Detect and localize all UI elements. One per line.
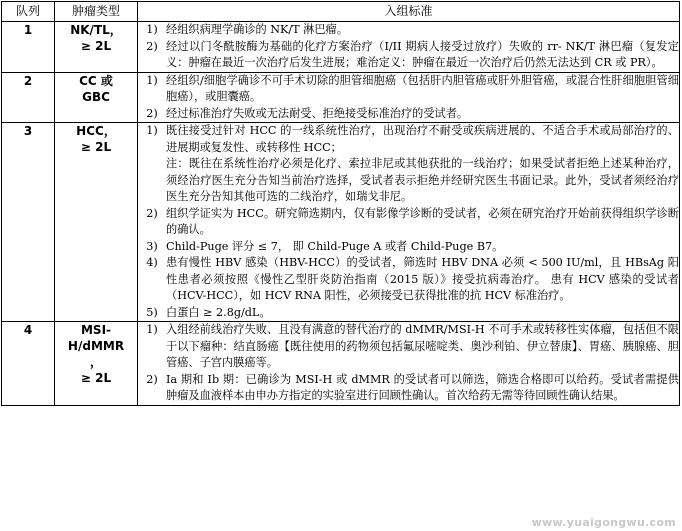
criterion-number: 2)	[146, 106, 158, 120]
criteria-cell	[138, 22, 680, 73]
criterion-text: 经过以门冬酰胺酶为基础的化疗方案治疗（I/II 期病人接受过放疗）失败的 rr- NK/T 淋巴瘤（复发定义：肿瘤在最近一次治疗后发生进展；难治定义：肿瘤在最近一次治疗后仍然无法达到 CR 或 PR）。	[166, 39, 679, 69]
criterion-item	[138, 305, 679, 322]
criterion-text: 既往接受过针对 HCC 的一线系统性治疗，出现治疗不耐受或疾病进展的、不适合手术或局部治疗的、进展期或复发性、或转移性 HCC；	[166, 124, 679, 154]
criterion-text: 经组织/细胞学确诊不可手术切除的胆管细胞癌（包括肝内胆管癌或肝外胆管癌，或混合性肝细胞胆管细胞癌），或胆囊癌。	[166, 73, 679, 103]
criterion-item	[138, 206, 679, 239]
tumor-line: ≥ 2L	[80, 371, 112, 385]
criteria-cell	[138, 322, 680, 406]
tumor-line: H/dMMR	[67, 339, 125, 353]
criterion-number: 1)	[146, 73, 158, 87]
tumor-type	[55, 123, 138, 322]
cohort-number: 4	[2, 322, 55, 406]
header-row	[2, 2, 680, 22]
criterion-number: 4)	[146, 256, 158, 269]
criterion-item	[138, 372, 679, 405]
tumor-line: NK/TL，	[70, 23, 122, 37]
criterion-number: 2)	[146, 206, 158, 220]
criterion-number: 1)	[146, 323, 158, 336]
criterion-text: Ia 期和 Ib 期：已确诊为 MSI-H 或 dMMR 的受试者可以筛选，筛选合格即可以给药。受试者需提供肿瘤及血液样本由申办方指定的实验室进行回顾性确认。首次给药无需等待回顾性确认结果。	[166, 372, 679, 402]
criterion-text: 患有慢性 HBV 感染（HBV-HCC）的受试者，筛选时 HBV DNA 必须 < 500 IU/ml，且 HBsAg 阳性患者必须按照《慢性乙型肝炎防治指南（2015 版）》接受抗病毒治疗。 患有 HCV 感染的受试者（HCV-HCC），如 HCV RNA 阳性，必须接受已获得批准的抗 HCV 标准治疗。	[166, 256, 679, 302]
criteria-cell	[138, 123, 680, 322]
criterion-number: 5)	[146, 305, 158, 319]
tumor-line: CC 或	[79, 73, 113, 88]
tumor-type	[55, 322, 138, 406]
tumor-line: HCC，	[76, 124, 116, 138]
criterion-item	[138, 322, 679, 372]
criteria-cell	[138, 72, 680, 123]
site-watermark: www.yuaigongwu.com	[531, 516, 676, 529]
table-row	[2, 72, 680, 123]
criterion-text: 入组经前线治疗失败、且没有满意的替代治疗的 dMMR/MSI-H 不可手术或转移性实体瘤，包括但不限于以下瘤种：结直肠癌【既往使用的药物须包括氟尿嘧啶类、奥沙利铂、伊立替康】、胃癌、胰腺癌、胆管癌、子宫内膜癌等。	[166, 323, 679, 369]
tumor-line: ≥ 2L	[80, 39, 112, 53]
tumor-line: ≥ 2L	[80, 140, 112, 154]
cohort-number: 2	[2, 72, 55, 123]
criterion-item	[138, 73, 679, 106]
criterion-text: Child-Puge 评分 ≤ 7， 即 Child-Puge A 或者 Child-Puge B7。	[166, 239, 504, 253]
criterion-item	[138, 39, 679, 72]
criterion-number: 2)	[146, 372, 158, 386]
table-row	[2, 22, 680, 73]
criterion-number: 1)	[146, 124, 158, 137]
table-row	[2, 123, 680, 322]
cohort-number: 1	[2, 22, 55, 73]
criterion-item	[138, 239, 679, 256]
criteria-table	[1, 1, 680, 406]
criterion-number: 3)	[146, 239, 158, 253]
criterion-number: 1)	[146, 23, 158, 36]
criterion-note	[138, 156, 679, 206]
table-row	[2, 322, 680, 406]
criterion-text: 组织学证实为 HCC。研究筛选期内，仅有影像学诊断的受试者，必须在研究治疗开始前获得组织学诊断的确认。	[166, 206, 679, 236]
criterion-text: 白蛋白 ≥ 2.8g/dL。	[166, 305, 271, 319]
header-tumor-type: 肿瘤类型	[55, 2, 138, 22]
criterion-number	[138, 156, 166, 206]
criterion-item	[138, 123, 679, 156]
header-cohort: 队列	[2, 2, 55, 22]
criterion-number: 2)	[146, 39, 158, 53]
tumor-type	[55, 72, 138, 123]
criterion-item	[138, 22, 679, 39]
tumor-type	[55, 22, 138, 73]
tumor-line: ，	[89, 355, 102, 369]
criterion-text: 注：既往在系统性治疗必须是化疗、索拉非尼或其他获批的一线治疗；如果受试者拒绝上述某种治疗，须经治疗医生充分告知当前治疗选择，受试者表示拒绝并经研究医生书面记录。此外，受试者须经治疗医生充分告知其他可选的二线治疗，如瑞戈非尼。	[166, 157, 679, 203]
criterion-item	[138, 106, 679, 123]
cohort-number: 3	[2, 123, 55, 322]
tumor-line: GBC	[82, 89, 110, 104]
header-criteria: 入组标准	[138, 2, 680, 22]
criterion-text: 经过标准治疗失败或无法耐受、拒绝接受标准治疗的受试者。	[166, 106, 469, 120]
tumor-line: MSI-	[80, 323, 112, 337]
criterion-text: 经组织病理学确诊的 NK/T 淋巴瘤。	[166, 23, 348, 36]
criterion-item	[138, 255, 679, 305]
